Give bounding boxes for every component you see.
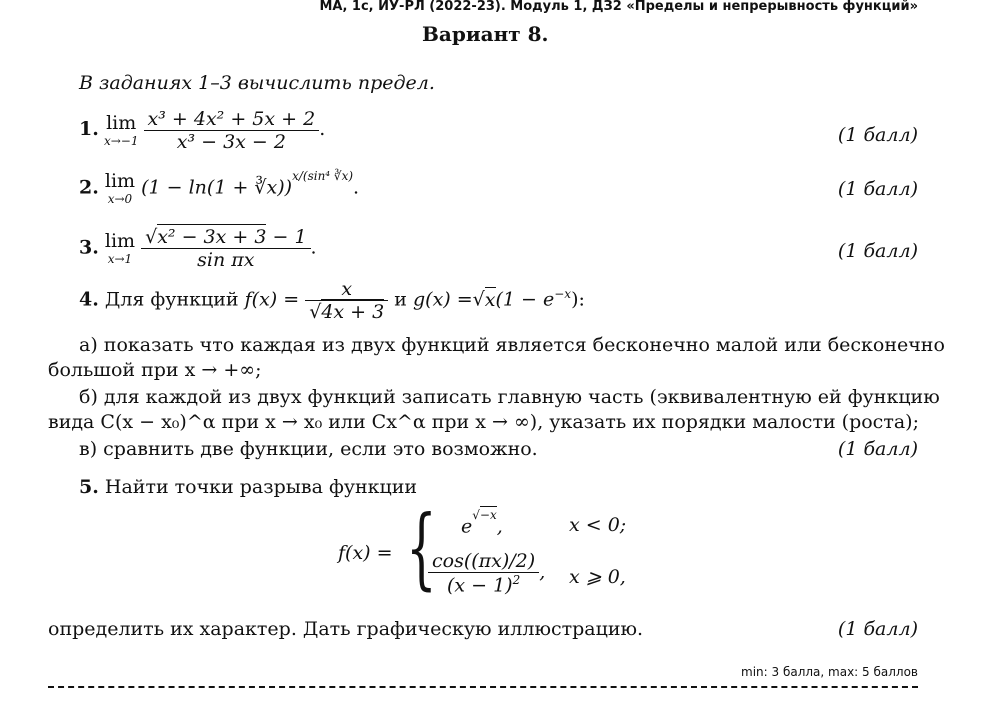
case-2-expr: $\frac{\cos((\pi x)/2)}{(x - 1)^2}$ , <box>428 550 545 596</box>
course-header: МА, 1с, ИУ-РЛ (2022-23). Модуль 1, ДЗ2 «Пределы и непрерывность функций» <box>319 0 918 14</box>
f-denominator: √4x + 3 <box>309 301 385 323</box>
g-tail: (1 − e <box>495 288 555 311</box>
part-b-line1: б) для каждой из двух функций записать главную часть (эквивалентную ей функцию <box>79 386 940 408</box>
piecewise-lhs: f(x) = <box>338 542 393 564</box>
g-end: ): <box>571 288 585 311</box>
part-a-line1: а) показать что каждая из двух функций является бесконечно малой или бесконечно <box>79 334 945 356</box>
f-def: f(x) = <box>244 288 300 311</box>
points-label: (1 балл) <box>837 618 918 640</box>
points-label: (1 балл) <box>837 124 918 146</box>
score-summary: min: 3 балла, max: 5 баллов <box>741 665 918 679</box>
case-1-condition: x < 0; <box>569 514 627 536</box>
intro-text: В заданиях 1–3 вычислить предел. <box>79 72 435 94</box>
part-a-line2: большой при x → +∞; <box>48 359 262 381</box>
f-numerator: x <box>305 278 388 301</box>
fraction <box>141 226 310 271</box>
task-4-head: 4. Для функций f(x) = $\frac{x}{√4x + 3}$ и $g(x) =√x(1 - e^{-x})$: <box>79 278 585 323</box>
g-sqrt: x <box>484 288 496 311</box>
limit-expression: (1 − ln(1 + ∛x)) <box>141 176 293 199</box>
part-b-line2: вида C(x − x₀)^α при x → x₀ или Cx^α при x → ∞), указать их порядки малости (роста); <box>48 411 919 433</box>
points-label: (1 балл) <box>837 438 918 460</box>
task-3: 3. lim x→1 $\frac{\text{√x² − 3x + 3 − 1}}{\text{sin πx}}$ . <box>79 226 317 271</box>
task-2: 2. lim x→0 (1 − ln(1 + ∛x))$^{x/(sin^4 ∛x)}$. <box>79 169 360 206</box>
g-exponent: −x <box>554 287 572 302</box>
numerator: √x² − 3x + 3 − 1 <box>141 226 310 249</box>
limit-operator: lim x→−1 <box>103 112 139 148</box>
task-number: 5. <box>79 476 99 498</box>
denominator: x³ − 3x − 2 <box>176 131 286 153</box>
page-title: Вариант 8. <box>422 22 549 46</box>
piecewise-brace: { <box>406 496 437 599</box>
task-number: 1. <box>79 118 99 140</box>
task-lead: Найти точки разрыва функции <box>104 476 418 498</box>
task-1: 1. lim x→−1 $\frac{\text{x³ + 4x² + 5x + 2}}{\text{x³ − 3x − 2}}$ . <box>79 108 326 153</box>
task-number: 3. <box>79 236 99 259</box>
task-number: 2. <box>79 176 99 199</box>
task-5-tail: определить их характер. Дать графическую иллюстрацию. <box>48 618 644 640</box>
task-5-head <box>79 476 417 498</box>
case-2-condition: x ⩾ 0, <box>569 566 626 588</box>
numerator: x³ + 4x² + 5x + 2 <box>144 108 320 131</box>
limit-operator: lim x→0 <box>104 170 136 206</box>
points-label: (1 балл) <box>837 178 918 200</box>
part-c: в) сравнить две функции, если это возможно. <box>79 438 538 460</box>
g-def: g(x) = <box>413 288 473 311</box>
fraction <box>144 108 320 153</box>
case-1-expr: $e^{√-x}$, <box>461 508 503 538</box>
conjunction: и <box>394 288 407 311</box>
case-2-fraction: $\frac{\cos((\pi x)/2)}{(x - 1)^2}$ <box>428 550 539 596</box>
task-lead: Для функций <box>104 288 239 311</box>
denominator: sin πx <box>197 249 255 271</box>
exponent: x/(sin⁴ ∛x) <box>292 169 354 184</box>
points-label: (1 балл) <box>837 240 918 262</box>
task-number: 4. <box>79 288 99 311</box>
f-fraction <box>305 278 388 323</box>
cut-line-divider <box>48 686 918 688</box>
limit-operator: lim x→1 <box>104 230 136 266</box>
